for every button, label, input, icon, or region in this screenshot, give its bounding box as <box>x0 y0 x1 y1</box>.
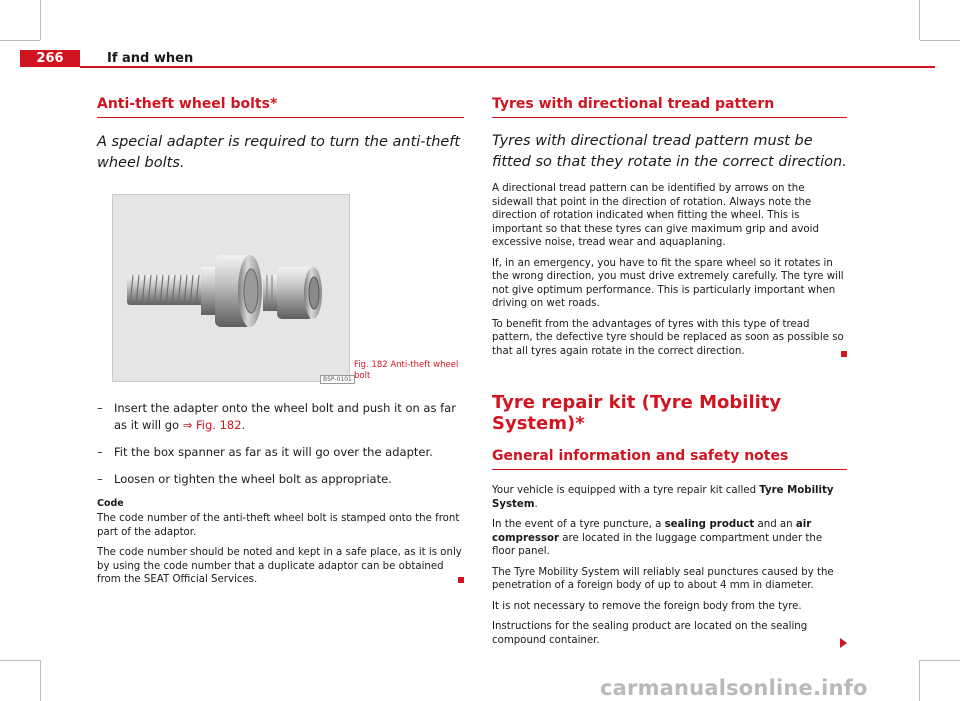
figure-code: B5P-0101 <box>320 375 355 384</box>
right-column <box>492 96 847 654</box>
page-number: 266 <box>20 50 80 67</box>
section-heading: Anti-theft wheel bolts* <box>97 96 464 118</box>
figure-caption: Fig. 182 Anti-theft wheel bolt <box>354 360 459 381</box>
dash-bullet: – <box>97 445 103 459</box>
paragraph <box>97 546 464 587</box>
list-item <box>97 471 464 488</box>
paragraph-text: Instructions for the sealing product are located on the sealing compound container. <box>492 621 808 646</box>
continue-arrow-icon <box>840 638 847 648</box>
crop-mark <box>0 40 40 41</box>
bold-text: sealing product <box>664 519 755 530</box>
repair-kit-body <box>492 484 847 647</box>
paragraph <box>492 620 847 647</box>
header-rule <box>80 66 935 68</box>
crop-mark <box>920 40 960 41</box>
step-text: Fit the box spanner as far as it will go over the adapter. <box>114 445 433 459</box>
paragraph <box>492 318 847 359</box>
paragraph-text: To benefit from the advantages of tyres with this type of tread pattern, the defective tyre should be replaced as soon as possible so that all tyres again rotate in the correct direction. <box>492 318 844 357</box>
step-text: Loosen or tighten the wheel bolt as appropriate. <box>114 472 392 486</box>
wheel-bolt-illustration <box>113 195 349 381</box>
figure <box>97 194 464 386</box>
paragraph: The code number of the anti-theft wheel bolt is stamped onto the front part of the adaptor. <box>97 513 460 538</box>
watermark: carmanualsonline.info <box>600 676 868 700</box>
adapter <box>263 267 322 319</box>
crop-mark <box>40 660 41 701</box>
dash-bullet: – <box>97 401 103 415</box>
paragraph <box>492 518 847 559</box>
paragraph <box>492 484 847 511</box>
list-item <box>97 444 464 461</box>
section-end-marker <box>458 577 464 583</box>
paragraph: If, in an emergency, you have to fit the spare wheel so it rotates in the wrong direction, you must drive extremely carefully. The tyre will not give optimum performance. This is particularly important when driving on wet roads. <box>492 257 844 309</box>
section-end-marker <box>841 351 847 357</box>
crop-mark <box>920 660 960 661</box>
list-item <box>97 400 464 434</box>
code-body <box>97 512 464 587</box>
crop-mark <box>40 0 41 40</box>
dash-bullet: – <box>97 472 103 486</box>
main-heading: Tyre repair kit (Tyre Mobility System)* <box>492 392 782 434</box>
crop-mark <box>919 0 920 40</box>
paragraph: The Tyre Mobility System will reliably seal punctures caused by the penetration of a foreign body of up to about 4 mm in diameter. <box>492 566 834 591</box>
paragraph-text: In the event of a tyre puncture, a <box>492 519 665 530</box>
paragraph-text: are located in the luggage compartment under the floor panel. <box>492 532 823 557</box>
crop-mark <box>0 660 40 661</box>
lead-text: A special adapter is required to turn the anti-theft wheel bolts. <box>97 134 461 171</box>
paragraph-text: Your vehicle is equipped with a tyre repair kit called <box>492 485 760 496</box>
lead-text: Tyres with directional tread pattern must be fitted so that they rotate in the correct direction. <box>492 133 847 170</box>
paragraph: A directional tread pattern can be identified by arrows on the sidewall that point in the direction of rotation. Always note the direction of rotation indicated when fitting the wheel. This is important so that these tyres can give maximum grip and avoid excessive noise, tread wear and aquaplaning. <box>492 183 819 248</box>
code-heading: Code <box>97 498 124 509</box>
bolt-head <box>215 255 262 327</box>
step-text: Insert the adapter onto the wheel bolt and push it on as far as it will go <box>114 401 456 432</box>
paragraph: It is not necessary to remove the foreign body from the tyre. <box>492 600 802 612</box>
figure-image <box>112 194 350 382</box>
bold-text: Tyre Mobility System <box>492 485 834 510</box>
paragraph-text: and an <box>754 519 796 530</box>
section-heading: Tyres with directional tread pattern <box>492 96 847 118</box>
step-tail: . <box>241 418 246 432</box>
left-column <box>97 96 464 594</box>
bold-text: air compressor <box>492 519 812 544</box>
paragraph-text: The code number should be noted and kept in a safe place, as it is only by using the code number that a duplicate adaptor can be obtained from the SEAT Official Services. <box>97 547 462 585</box>
bolt-thread <box>127 275 205 305</box>
crop-mark <box>919 660 920 701</box>
chapter-title: If and when <box>107 51 194 66</box>
bolt-collar <box>201 267 217 315</box>
step-list <box>97 400 464 488</box>
tread-body <box>492 182 847 358</box>
paragraph-text: . <box>534 498 538 510</box>
sub-heading: General information and safety notes <box>492 448 847 470</box>
figure-reference-link[interactable]: ⇒ Fig. 182 <box>182 418 242 432</box>
